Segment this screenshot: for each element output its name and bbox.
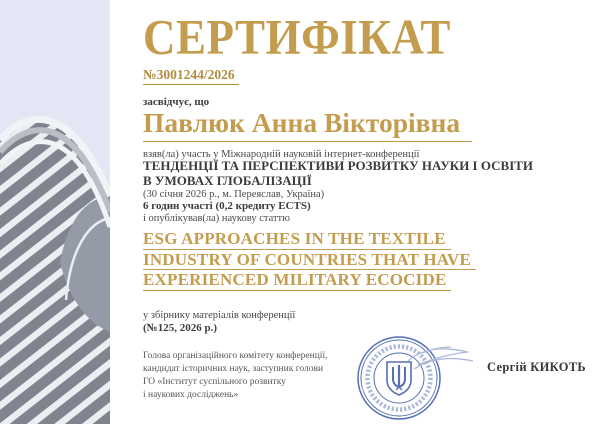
certificate-title: СЕРТИФІКАТ [143, 9, 451, 65]
signatory-role-line-3: ГО «Інститут суспільного розвитку [143, 377, 286, 387]
conference-title [143, 159, 533, 188]
signatory-name: Сергій КИКОТЬ [487, 360, 586, 374]
conference-title-line-2: В УМОВАХ ГЛОБАЛІЗАЦІЇ [143, 172, 312, 188]
certifies-label: засвідчує, що [143, 96, 210, 108]
collection-issue: (№125, 2026 р.) [143, 322, 217, 334]
certificate-number: №3001244/2026 [143, 67, 239, 85]
signatory-role [143, 350, 327, 402]
recipient-name: Павлюк Анна Вікторівна [143, 106, 472, 142]
trident-icon [387, 362, 411, 395]
article-title-line-1: ESG APPROACHES IN THE TEXTILE [143, 229, 451, 250]
round-seal-icon [358, 337, 440, 419]
signature-scribble [408, 347, 473, 369]
article-title-line-2: INDUSTRY OF COUNTRIES THAT HAVE [143, 250, 476, 271]
hours-line: 6 годин участі (0,2 кредиту ECTS) [143, 200, 311, 212]
signatory-role-line-2: кандидат історичних наук, заступник голови [143, 364, 324, 374]
architecture-photo-graphic [0, 0, 110, 424]
participation-line: взяв(ла) участь у Міжнародній науковій інтернет-конференції [143, 149, 420, 160]
article-title [143, 229, 476, 291]
architecture-photo [0, 0, 110, 424]
article-title-line-3: EXPERIENCED MILITARY ECOCIDE [143, 270, 451, 291]
collection-line: у збірнику матеріалів конференції [143, 310, 296, 321]
published-line: і опублікував(ла) наукову статтю [143, 213, 290, 224]
signatory-role-line-4: і наукових досліджень» [143, 390, 239, 400]
conference-title-line-1: ТЕНДЕНЦІЇ ТА ПЕРСПЕКТИВИ РОЗВИТКУ НАУКИ І ОСВІТИ [143, 158, 534, 173]
conference-details: (30 січня 2026 р., м. Переяслав, Україна) [143, 189, 325, 200]
signatory-role-line-1: Голова організаційного комітету конференції, [143, 351, 328, 361]
official-stamp [352, 331, 482, 424]
